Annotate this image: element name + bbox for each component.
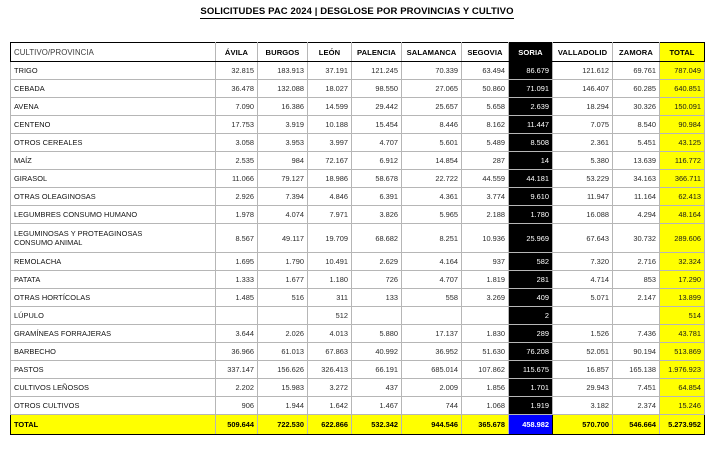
table-row [11, 253, 705, 271]
cell-value: 3.269 [462, 289, 509, 307]
cell-value: 11.164 [613, 188, 660, 206]
cell-value: 1.830 [462, 325, 509, 343]
cell-value: 16.088 [553, 206, 613, 224]
cell-soria: 2 [509, 307, 553, 325]
cell-value: 3.272 [308, 379, 352, 397]
cell-value: 5.380 [553, 152, 613, 170]
cell-value: 906 [216, 397, 258, 415]
cell-value: 32.815 [216, 62, 258, 80]
cell-soria: 44.181 [509, 170, 553, 188]
cell-value: 37.191 [308, 62, 352, 80]
cell-value: 685.014 [402, 361, 462, 379]
cell-total: 90.984 [660, 116, 705, 134]
cell-value: 2.535 [216, 152, 258, 170]
table-row [11, 98, 705, 116]
cell-value: 183.913 [258, 62, 308, 80]
cell-value: 2.147 [613, 289, 660, 307]
table-row [11, 379, 705, 397]
cell-total: 150.091 [660, 98, 705, 116]
column-header-burgos: BURGOS [258, 43, 308, 62]
row-label-cell: BARBECHO [11, 343, 216, 361]
cell-value: 50.860 [462, 80, 509, 98]
total-cell-value: 722.530 [258, 415, 308, 435]
cell-value: 726 [352, 271, 402, 289]
cell-value: 1.695 [216, 253, 258, 271]
table-row [11, 62, 705, 80]
total-cell-value: 546.664 [613, 415, 660, 435]
row-label-cell: OTRAS HORTÍCOLAS [11, 289, 216, 307]
row-label-cell: CENTENO [11, 116, 216, 134]
cell-value: 69.761 [613, 62, 660, 80]
cell-value: 165.138 [613, 361, 660, 379]
cell-value: 8.251 [402, 224, 462, 253]
cell-total: 43.781 [660, 325, 705, 343]
cell-value [553, 307, 613, 325]
total-cell-value: 365.678 [462, 415, 509, 435]
table-total-row [11, 415, 705, 435]
cell-value: 4.707 [402, 271, 462, 289]
row-label-cell: GIRASOL [11, 170, 216, 188]
table-row [11, 343, 705, 361]
cell-value [402, 307, 462, 325]
table-row [11, 152, 705, 170]
cell-value: 2.716 [613, 253, 660, 271]
cell-value: 17.137 [402, 325, 462, 343]
table-header-row [11, 43, 705, 62]
total-cell-value: 622.866 [308, 415, 352, 435]
cell-value: 2.188 [462, 206, 509, 224]
table-row [11, 271, 705, 289]
cell-total: 17.290 [660, 271, 705, 289]
cell-soria: 2.639 [509, 98, 553, 116]
cell-value: 70.339 [402, 62, 462, 80]
cell-value: 8.446 [402, 116, 462, 134]
cell-value: 10.936 [462, 224, 509, 253]
cell-soria: 115.675 [509, 361, 553, 379]
table-row [11, 188, 705, 206]
cell-value: 11.066 [216, 170, 258, 188]
row-label-cell: OTRAS OLEAGINOSAS [11, 188, 216, 206]
column-header-valladolid: VALLADOLID [553, 43, 613, 62]
page-title [0, 6, 714, 17]
cell-value: 30.732 [613, 224, 660, 253]
total-cell-value: 570.700 [553, 415, 613, 435]
cell-value: 744 [402, 397, 462, 415]
cell-total: 366.711 [660, 170, 705, 188]
cell-value: 4.707 [352, 134, 402, 152]
cell-value: 7.971 [308, 206, 352, 224]
cell-value: 6.391 [352, 188, 402, 206]
cell-soria: 86.679 [509, 62, 553, 80]
cell-soria: 1.701 [509, 379, 553, 397]
cell-value: 7.436 [613, 325, 660, 343]
cell-value: 2.926 [216, 188, 258, 206]
table-row [11, 307, 705, 325]
cell-value: 4.294 [613, 206, 660, 224]
cell-value: 1.978 [216, 206, 258, 224]
cell-value: 2.026 [258, 325, 308, 343]
cell-value: 63.494 [462, 62, 509, 80]
total-cell-soria: 458.982 [509, 415, 553, 435]
cell-value: 8.162 [462, 116, 509, 134]
cell-value: 44.559 [462, 170, 509, 188]
cell-value: 937 [462, 253, 509, 271]
cell-value: 1.642 [308, 397, 352, 415]
cell-value: 7.090 [216, 98, 258, 116]
cell-value: 5.489 [462, 134, 509, 152]
cell-value: 90.194 [613, 343, 660, 361]
cell-value: 53.229 [553, 170, 613, 188]
cell-value: 16.857 [553, 361, 613, 379]
cell-value: 4.714 [553, 271, 613, 289]
cell-soria: 582 [509, 253, 553, 271]
table-row [11, 325, 705, 343]
table-row [11, 397, 705, 415]
cell-soria: 71.091 [509, 80, 553, 98]
cell-value: 2.629 [352, 253, 402, 271]
cell-value: 15.454 [352, 116, 402, 134]
row-label-cell: LEGUMBRES CONSUMO HUMANO [11, 206, 216, 224]
cell-value: 49.117 [258, 224, 308, 253]
cell-value: 3.997 [308, 134, 352, 152]
cell-value: 5.658 [462, 98, 509, 116]
cell-total: 64.854 [660, 379, 705, 397]
cell-value: 36.966 [216, 343, 258, 361]
cell-value: 1.526 [553, 325, 613, 343]
cell-value: 61.013 [258, 343, 308, 361]
cell-total: 62.413 [660, 188, 705, 206]
cell-soria: 1.919 [509, 397, 553, 415]
column-header-cultivo-provincia: CULTIVO/PROVINCIA [11, 43, 216, 62]
cell-value: 1.819 [462, 271, 509, 289]
cell-soria: 409 [509, 289, 553, 307]
cell-value: 287 [462, 152, 509, 170]
cell-value: 4.361 [402, 188, 462, 206]
cell-value: 72.167 [308, 152, 352, 170]
cell-value: 121.612 [553, 62, 613, 80]
cell-value [216, 307, 258, 325]
row-label-cell: LÚPULO [11, 307, 216, 325]
cell-value: 18.027 [308, 80, 352, 98]
cell-value: 67.643 [553, 224, 613, 253]
cell-value: 18.986 [308, 170, 352, 188]
cell-value: 437 [352, 379, 402, 397]
total-row-label: TOTAL [11, 415, 216, 435]
cell-value: 5.965 [402, 206, 462, 224]
cell-value: 22.722 [402, 170, 462, 188]
cell-value: 512 [308, 307, 352, 325]
table-container [10, 42, 704, 435]
cell-value: 60.285 [613, 80, 660, 98]
cell-value: 3.919 [258, 116, 308, 134]
cell-value: 121.245 [352, 62, 402, 80]
total-cell-value: 944.546 [402, 415, 462, 435]
cell-total: 787.049 [660, 62, 705, 80]
cell-soria: 9.610 [509, 188, 553, 206]
row-label-cell: TRIGO [11, 62, 216, 80]
table-row [11, 289, 705, 307]
row-label-cell: CEBADA [11, 80, 216, 98]
cell-value: 7.320 [553, 253, 613, 271]
cell-value: 1.467 [352, 397, 402, 415]
row-label-cell [11, 224, 216, 253]
cell-value: 1.485 [216, 289, 258, 307]
row-label-cell: PASTOS [11, 361, 216, 379]
cell-total: 48.164 [660, 206, 705, 224]
cell-total: 32.324 [660, 253, 705, 271]
cell-value: 29.943 [553, 379, 613, 397]
column-header-zamora: ZAMORA [613, 43, 660, 62]
cell-value: 17.753 [216, 116, 258, 134]
column-header-segovia: SEGOVIA [462, 43, 509, 62]
cell-soria: 281 [509, 271, 553, 289]
column-header-salamanca: SALAMANCA [402, 43, 462, 62]
grand-total-cell: 5.273.952 [660, 415, 705, 435]
cell-value: 1.790 [258, 253, 308, 271]
cell-value: 16.386 [258, 98, 308, 116]
cell-value: 1.180 [308, 271, 352, 289]
cell-total: 116.772 [660, 152, 705, 170]
cell-value: 7.075 [553, 116, 613, 134]
cell-soria: 8.508 [509, 134, 553, 152]
cell-soria: 25.969 [509, 224, 553, 253]
cell-value: 1.856 [462, 379, 509, 397]
row-label-line-1: LEGUMINOSAS Y PROTEAGINOSAS [14, 228, 143, 238]
cell-value: 19.709 [308, 224, 352, 253]
cell-value: 79.127 [258, 170, 308, 188]
cell-value [462, 307, 509, 325]
column-header--vila: ÁVILA [216, 43, 258, 62]
cell-value: 2.361 [553, 134, 613, 152]
cell-value: 34.163 [613, 170, 660, 188]
cell-total: 514 [660, 307, 705, 325]
row-label-cell: MAÍZ [11, 152, 216, 170]
cell-soria: 14 [509, 152, 553, 170]
cell-soria: 76.208 [509, 343, 553, 361]
cell-value: 10.491 [308, 253, 352, 271]
cell-value: 4.074 [258, 206, 308, 224]
cell-value [258, 307, 308, 325]
cell-total: 43.125 [660, 134, 705, 152]
cell-soria: 289 [509, 325, 553, 343]
cell-value: 6.912 [352, 152, 402, 170]
total-cell-value: 509.644 [216, 415, 258, 435]
cell-value: 1.677 [258, 271, 308, 289]
cell-value: 15.983 [258, 379, 308, 397]
cell-value: 4.846 [308, 188, 352, 206]
row-label-cell: OTROS CEREALES [11, 134, 216, 152]
cell-value: 36.952 [402, 343, 462, 361]
cell-value: 156.626 [258, 361, 308, 379]
cell-value [352, 307, 402, 325]
cell-value: 853 [613, 271, 660, 289]
cell-value: 2.202 [216, 379, 258, 397]
row-label-line-2: CONSUMO ANIMAL [14, 238, 83, 247]
cell-value: 18.294 [553, 98, 613, 116]
cell-value: 7.394 [258, 188, 308, 206]
table-body [11, 43, 705, 435]
cell-total: 13.899 [660, 289, 705, 307]
cell-value: 3.058 [216, 134, 258, 152]
cell-value: 10.188 [308, 116, 352, 134]
page-title-text: SOLICITUDES PAC 2024 | DESGLOSE POR PROVINCIAS Y CULTIVO [200, 6, 514, 17]
cell-value: 98.550 [352, 80, 402, 98]
table-row [11, 206, 705, 224]
column-header-soria: SORIA [509, 43, 553, 62]
column-header-palencia: PALENCIA [352, 43, 402, 62]
cell-value: 1.068 [462, 397, 509, 415]
cell-value: 3.826 [352, 206, 402, 224]
cell-value: 1.944 [258, 397, 308, 415]
cell-value: 11.947 [553, 188, 613, 206]
table-row [11, 80, 705, 98]
cell-total: 513.869 [660, 343, 705, 361]
row-label-cell: GRAMÍNEAS FORRAJERAS [11, 325, 216, 343]
table-row [11, 224, 705, 253]
cell-value: 132.088 [258, 80, 308, 98]
cell-value: 29.442 [352, 98, 402, 116]
table-row [11, 361, 705, 379]
cell-value: 7.451 [613, 379, 660, 397]
cell-value: 8.540 [613, 116, 660, 134]
cell-value: 2.374 [613, 397, 660, 415]
cell-total: 289.606 [660, 224, 705, 253]
cell-value: 5.071 [553, 289, 613, 307]
cell-value: 51.630 [462, 343, 509, 361]
cell-value: 516 [258, 289, 308, 307]
cell-value [613, 307, 660, 325]
cell-value: 8.567 [216, 224, 258, 253]
column-header-le-n: LEÓN [308, 43, 352, 62]
cell-value: 36.478 [216, 80, 258, 98]
cell-value: 146.407 [553, 80, 613, 98]
cell-value: 14.599 [308, 98, 352, 116]
row-label-cell: PATATA [11, 271, 216, 289]
cell-total: 1.976.923 [660, 361, 705, 379]
cell-value: 3.644 [216, 325, 258, 343]
table-row [11, 134, 705, 152]
table-row [11, 170, 705, 188]
cell-value: 558 [402, 289, 462, 307]
cell-value: 3.182 [553, 397, 613, 415]
cell-value: 27.065 [402, 80, 462, 98]
row-label-cell: CULTIVOS LEÑOSOS [11, 379, 216, 397]
cell-value: 4.164 [402, 253, 462, 271]
cell-value: 14.854 [402, 152, 462, 170]
row-label-cell: REMOLACHA [11, 253, 216, 271]
cell-value: 58.678 [352, 170, 402, 188]
pac-applications-table [10, 42, 705, 435]
cell-value: 52.051 [553, 343, 613, 361]
row-label-cell: AVENA [11, 98, 216, 116]
cell-value: 3.953 [258, 134, 308, 152]
cell-value: 5.601 [402, 134, 462, 152]
cell-soria: 1.780 [509, 206, 553, 224]
cell-value: 107.862 [462, 361, 509, 379]
cell-value: 3.774 [462, 188, 509, 206]
cell-value: 68.682 [352, 224, 402, 253]
cell-value: 984 [258, 152, 308, 170]
cell-total: 640.851 [660, 80, 705, 98]
cell-value: 13.639 [613, 152, 660, 170]
cell-value: 4.013 [308, 325, 352, 343]
cell-value: 30.326 [613, 98, 660, 116]
cell-value: 40.992 [352, 343, 402, 361]
cell-value: 337.147 [216, 361, 258, 379]
cell-value: 67.863 [308, 343, 352, 361]
cell-value: 5.451 [613, 134, 660, 152]
cell-value: 311 [308, 289, 352, 307]
cell-value: 133 [352, 289, 402, 307]
cell-total: 15.246 [660, 397, 705, 415]
cell-value: 5.880 [352, 325, 402, 343]
cell-value: 25.657 [402, 98, 462, 116]
table-row [11, 116, 705, 134]
cell-value: 2.009 [402, 379, 462, 397]
total-cell-value: 532.342 [352, 415, 402, 435]
row-label-cell: OTROS CULTIVOS [11, 397, 216, 415]
column-header-total: TOTAL [660, 43, 705, 62]
cell-value: 326.413 [308, 361, 352, 379]
cell-value: 66.191 [352, 361, 402, 379]
cell-value: 1.333 [216, 271, 258, 289]
cell-soria: 11.447 [509, 116, 553, 134]
